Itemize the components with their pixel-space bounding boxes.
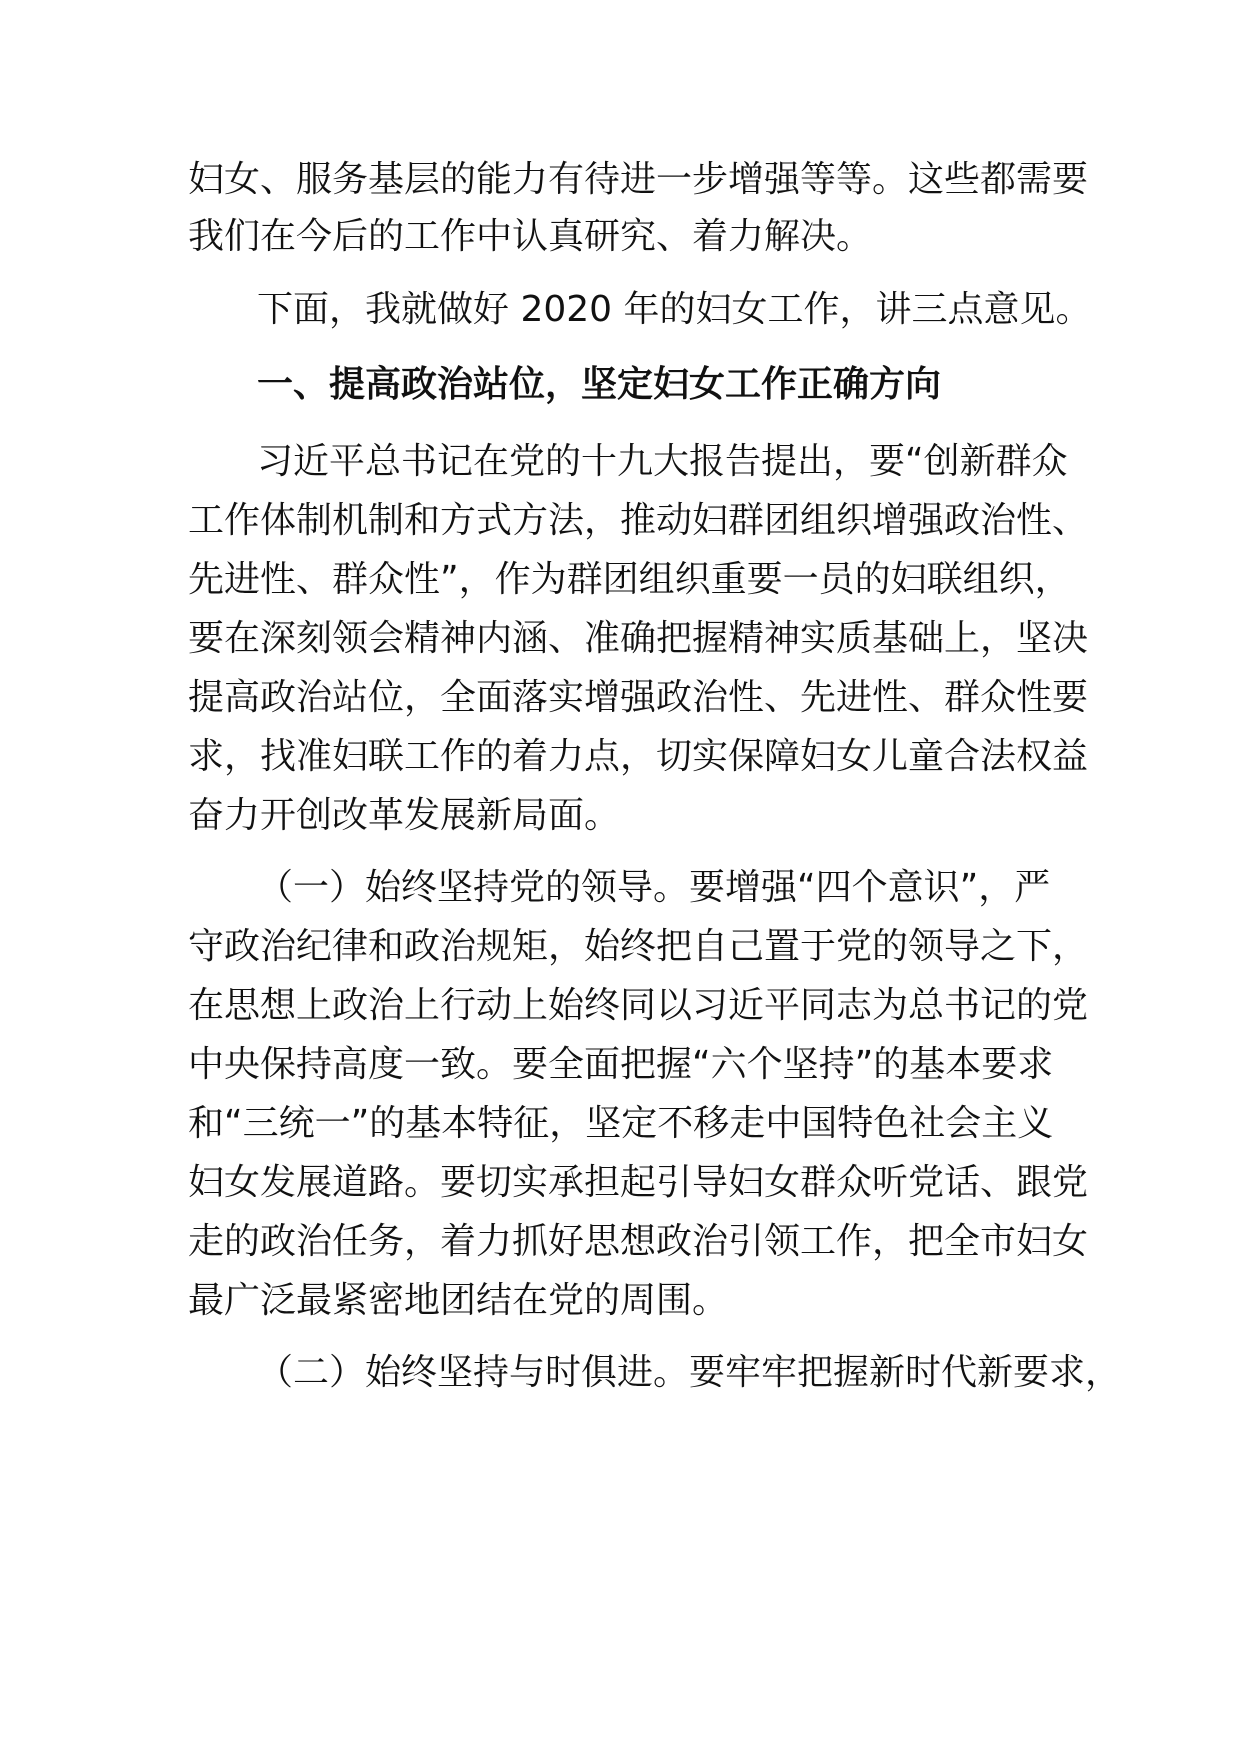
body-line: 走的政治任务，着力抓好思想政治引领工作，把全市妇女 <box>188 1221 1089 1262</box>
body-line: 提高政治站位，全面落实增强政治性、先进性、群众性要 <box>188 677 1089 718</box>
section-heading: 一、提高政治站位，坚定妇女工作正确方向 <box>257 364 942 405</box>
body-line: 妇女发展道路。要切实承担起引导妇女群众听党话、跟党 <box>188 1162 1089 1203</box>
body-line: 习近平总书记在党的十九大报告提出，要“创新群众 <box>257 441 1068 482</box>
body-line: 最广泛最紧密地团结在党的周围。 <box>188 1280 729 1321</box>
body-line: 奋力开创改革发展新局面。 <box>188 795 621 836</box>
body-line: （二）始终坚持与时俱进。要牢牢把握新时代新要求， <box>257 1352 1122 1393</box>
body-line: 中央保持高度一致。要全面把握“六个坚持”的基本要求 <box>188 1044 1054 1085</box>
body-line: 妇女、服务基层的能力有待进一步增强等等。这些都需要 <box>188 159 1089 200</box>
body-line: （一）始终坚持党的领导。要增强“四个意识”，严 <box>257 867 1051 908</box>
body-line: 工作体制机制和方式方法，推动妇群团组织增强政治性、 <box>188 500 1089 541</box>
body-line: 我们在今后的工作中认真研究、着力解决。 <box>188 216 873 257</box>
body-line: 求，找准妇联工作的着力点，切实保障妇女儿童合法权益 <box>188 736 1089 777</box>
body-line: 要在深刻领会精神内涵、准确把握精神实质基础上，坚决 <box>188 618 1089 659</box>
body-line: 守政治纪律和政治规矩，始终把自己置于党的领导之下， <box>188 926 1089 967</box>
body-line: 和“三统一”的基本特征，坚定不移走中国特色社会主义 <box>188 1103 1054 1144</box>
body-line: 先进性、群众性”，作为群团组织重要一员的妇联组织， <box>188 559 1071 600</box>
body-line: 下面，我就做好 2020 年的妇女工作，讲三点意见。 <box>257 289 1092 330</box>
body-line: 在思想上政治上行动上始终同以习近平同志为总书记的党 <box>188 985 1089 1026</box>
